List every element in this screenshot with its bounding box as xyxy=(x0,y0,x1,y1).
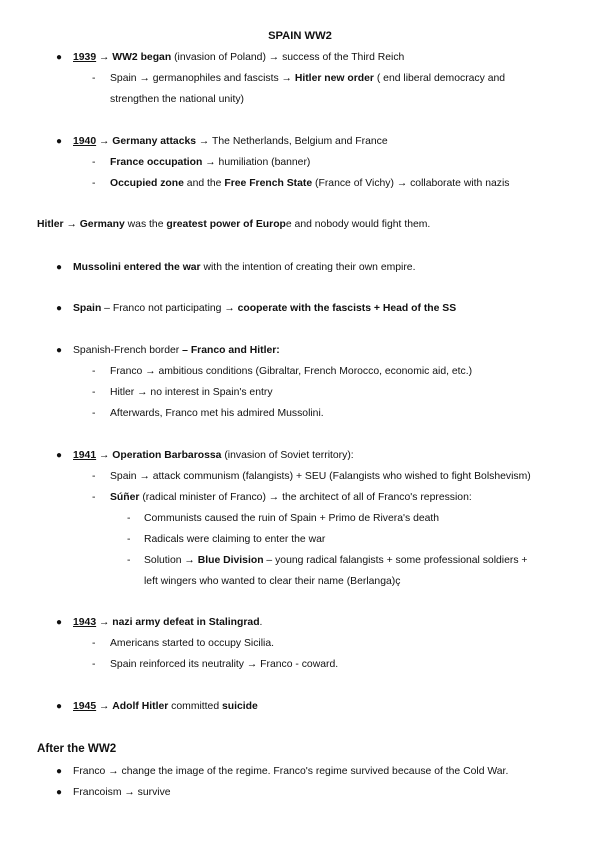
bullet-icon: ● xyxy=(56,136,63,147)
text: (radical minister of Franco) → the architect of all of Franco's repression: xyxy=(139,492,472,503)
dash-icon: - xyxy=(92,659,96,670)
dash-icon: - xyxy=(92,387,96,398)
year-1939: 1939 xyxy=(73,52,97,63)
sub-sub-item: Communists caused the ruin of Spain + Primo de Rivera's death xyxy=(144,513,440,524)
dash-icon: - xyxy=(92,366,96,377)
sub-item: Spain → attack communism (falangists) + SEU (Falangists who wished to fight Bolshevism) xyxy=(110,471,531,482)
bullet-icon: ● xyxy=(56,787,63,798)
item-1939 xyxy=(73,51,404,65)
bullet-icon: ● xyxy=(56,450,63,461)
bullet-icon: ● xyxy=(56,766,63,777)
dash-icon: - xyxy=(92,492,96,503)
bullet-icon: ● xyxy=(56,701,63,712)
event: Adolf Hitler xyxy=(112,701,169,712)
sub-item: Afterwards, Franco met his admired Mussolini. xyxy=(110,408,324,419)
sub-item xyxy=(110,72,505,86)
item-1945 xyxy=(73,700,258,714)
dash-icon: - xyxy=(127,534,131,545)
text: ( end liberal democracy and xyxy=(373,73,506,84)
item-mussolini xyxy=(73,261,415,275)
text: Solution → xyxy=(144,555,198,566)
event: nazi army defeat in Stalingrad xyxy=(112,617,260,628)
text-bold: greatest power of Europ xyxy=(166,219,286,230)
arrow: → xyxy=(96,450,113,461)
event: Germany attacks xyxy=(112,136,197,147)
arrow: → xyxy=(96,617,113,628)
sub-item xyxy=(110,491,472,505)
sub-item xyxy=(110,156,310,170)
bullet-icon: ● xyxy=(56,262,63,273)
text-bold: Mussolini entered the war xyxy=(73,262,201,273)
dash-icon: - xyxy=(127,555,131,566)
text-bold: – Franco and Hitler: xyxy=(182,345,280,356)
sub-item: Franco → ambitious conditions (Gibraltar, French Morocco, economic aid, etc.) xyxy=(110,366,473,377)
bullet-icon: ● xyxy=(56,617,63,628)
arrow: → xyxy=(96,136,113,147)
item-1940 xyxy=(73,135,388,149)
text-bold: Occupied zone xyxy=(110,178,184,189)
section-heading: After the WW2 xyxy=(37,742,117,755)
sub-item xyxy=(110,177,509,191)
text-bold: Hitler → Germany xyxy=(37,219,125,230)
text: with the intention of creating their own empire. xyxy=(200,262,416,273)
sub-sub-item: Radicals were claiming to enter the war xyxy=(144,534,326,545)
dash-icon: - xyxy=(92,178,96,189)
dash-icon: - xyxy=(92,157,96,168)
text: – Franco not participating → xyxy=(101,303,238,314)
item-after-2: Francoism → survive xyxy=(73,787,171,798)
year-1940: 1940 xyxy=(73,136,97,147)
arrow: → xyxy=(96,701,113,712)
text-bold: Blue Division xyxy=(197,555,264,566)
text-bold: suicide xyxy=(222,701,258,712)
bullet-icon: ● xyxy=(56,345,63,356)
item-1943 xyxy=(73,616,262,630)
sub-item-continuation: strengthen the national unity) xyxy=(110,94,245,105)
item-spain xyxy=(73,302,456,316)
text-bold: Hitler new order xyxy=(294,73,374,84)
dash-icon: - xyxy=(92,73,96,84)
text-bold: Spain xyxy=(73,303,102,314)
year-1941: 1941 xyxy=(73,450,97,461)
sub-item: Hitler → no interest in Spain's entry xyxy=(110,387,273,398)
sub-sub-item xyxy=(144,554,528,568)
page-title: SPAIN WW2 xyxy=(268,30,332,42)
bullet-icon: ● xyxy=(56,52,63,63)
text: (France of Vichy) → collaborate with nazis xyxy=(312,178,510,189)
text-bold: cooperate with the fascists + Head of the SS xyxy=(237,303,457,314)
dash-icon: - xyxy=(92,638,96,649)
bullet-icon: ● xyxy=(56,303,63,314)
dash-icon: - xyxy=(92,408,96,419)
rest: . xyxy=(259,617,263,628)
event: Operation Barbarossa xyxy=(112,450,222,461)
sub-item: Americans started to occupy Sicilia. xyxy=(110,638,275,649)
dash-icon: - xyxy=(127,513,131,524)
text: was the xyxy=(124,219,167,230)
text: Spain → germanophiles and fascists → xyxy=(110,73,295,84)
text: and the xyxy=(183,178,225,189)
text: committed xyxy=(168,701,222,712)
text-bold: Súñer xyxy=(110,492,140,503)
item-1941 xyxy=(73,449,354,463)
item-border xyxy=(73,344,280,358)
year-1945: 1945 xyxy=(73,701,97,712)
arrow: → xyxy=(96,52,113,63)
text: e and nobody would fight them. xyxy=(285,219,431,230)
year-1943: 1943 xyxy=(73,617,97,628)
text: Spanish-French border xyxy=(73,345,183,356)
sub-item: Spain reinforced its neutrality → Franco - coward. xyxy=(110,659,339,670)
text-bold: Free French State xyxy=(224,178,313,189)
paragraph-hitler xyxy=(37,218,430,232)
item-after-1: Franco → change the image of the regime. Franco's regime survived because of the Cold War. xyxy=(73,766,509,777)
event: WW2 began xyxy=(112,52,172,63)
text: → humiliation (banner) xyxy=(202,157,311,168)
rest: (invasion of Poland) → success of the Third Reich xyxy=(171,52,405,63)
text-bold: France occupation xyxy=(110,157,203,168)
sub-sub-item-continuation: left wingers who wanted to clear their name (Berlanga)ç xyxy=(144,576,401,587)
text: – young radical falangists + some professional soldiers + xyxy=(263,555,528,566)
rest: → The Netherlands, Belgium and France xyxy=(196,136,388,147)
dash-icon: - xyxy=(92,471,96,482)
rest: (invasion of Soviet territory): xyxy=(221,450,354,461)
